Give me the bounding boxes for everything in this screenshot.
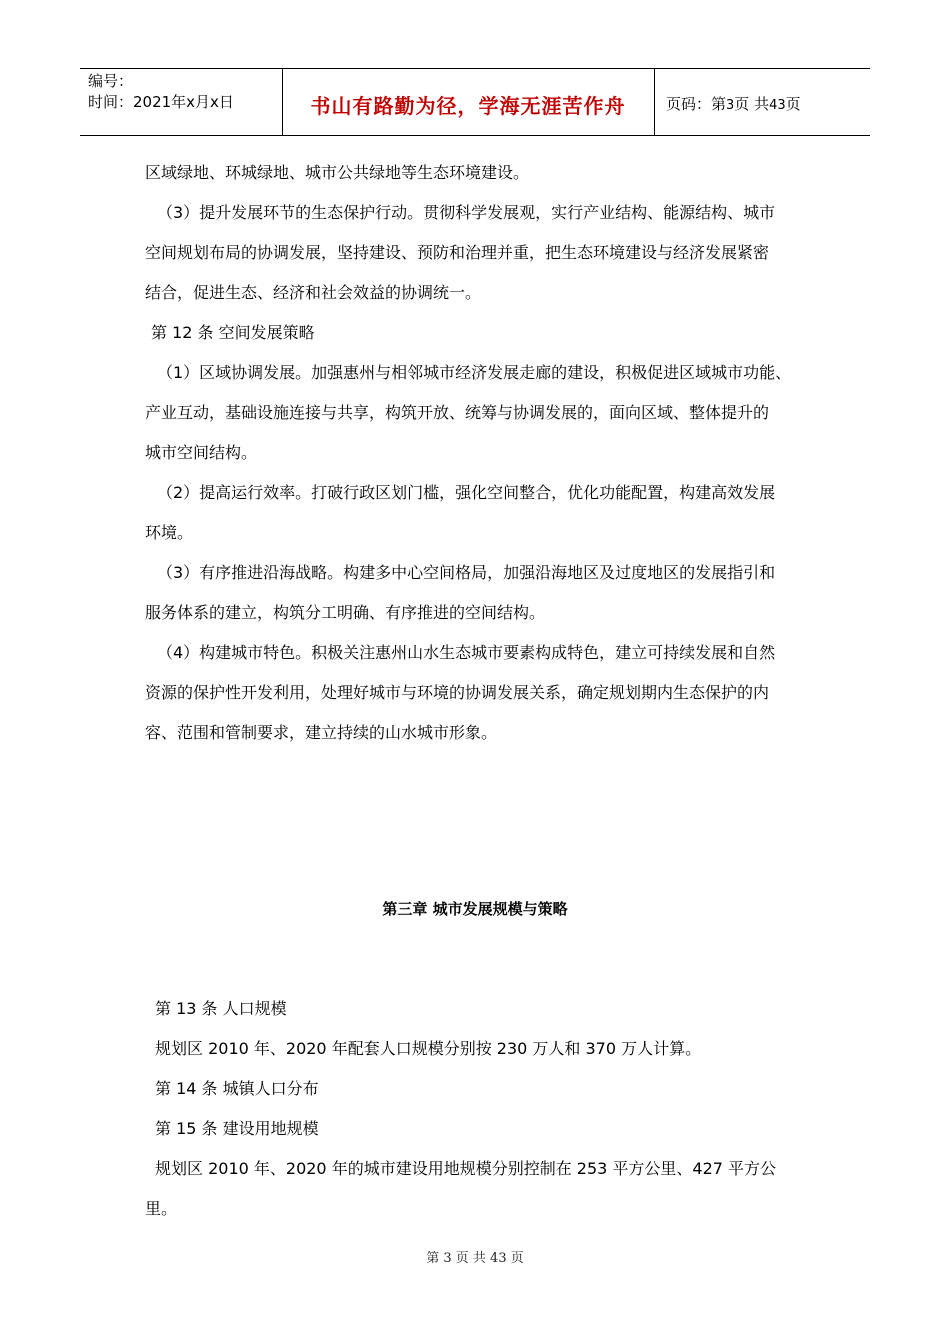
section-heading: 第 14 条 城镇人口分布 xyxy=(155,1079,319,1098)
page-mid: 页 共 xyxy=(734,95,770,113)
section-heading: 第 13 条 人口规模 xyxy=(155,999,287,1018)
body-line: （2）提高运行效率。打破行政区划门槛，强化空间整合，优化功能配置，构建高效发展 xyxy=(157,483,776,502)
code-label: 编号： xyxy=(88,72,134,90)
body-line: 服务体系的建立，构筑分工明确、有序推进的空间结构。 xyxy=(145,603,546,622)
chapter-title: 第三章 城市发展规模与策略 xyxy=(382,900,568,918)
body-line: 产业互动，基础设施连接与共享，构筑开放、统筹与协调发展的，面向区域、整体提升的 xyxy=(145,403,770,422)
body-line: 容、范围和管制要求，建立持续的山水城市形象。 xyxy=(145,723,498,742)
header-page-info xyxy=(666,93,801,114)
body-line: 资源的保护性开发利用，处理好城市与环境的协调发展关系，确定规划期内生态保护的内 xyxy=(145,683,770,702)
page-prefix: 页码：第 xyxy=(666,95,727,113)
header-motto: 书山有路勤为径，学海无涯苦作舟 xyxy=(310,94,626,118)
page-footer: 第 3 页 共 43 页 xyxy=(426,1251,524,1266)
body-line: 里。 xyxy=(145,1199,178,1218)
body-line: 区域绿地、环城绿地、城市公共绿地等生态环境建设。 xyxy=(145,163,530,182)
header-divider xyxy=(654,69,655,135)
section-heading: 第 12 条 空间发展策略 xyxy=(151,323,315,342)
header-meta xyxy=(88,71,234,113)
time-label: 时间：2021年x月x日 xyxy=(88,93,234,111)
body-line: （1）区域协调发展。加强惠州与相邻城市经济发展走廊的建设，积极促进区域城市功能、 xyxy=(157,363,792,382)
body-line: （3）提升发展环节的生态保护行动。贯彻科学发展观，实行产业结构、能源结构、城市 xyxy=(157,203,776,222)
page-number: 3 xyxy=(726,98,735,113)
body-line: 城市空间结构。 xyxy=(145,443,258,462)
page-total: 43 xyxy=(769,98,786,113)
body-line: （3）有序推进沿海战略。构建多中心空间格局，加强沿海地区及过度地区的发展指引和 xyxy=(157,563,776,582)
body-line: 空间规划布局的协调发展，坚持建设、预防和治理并重，把生态环境建设与经济发展紧密 xyxy=(145,243,770,262)
body-line: 结合，促进生态、经济和社会效益的协调统一。 xyxy=(145,283,482,302)
body-line: 环境。 xyxy=(145,523,194,542)
page-suffix: 页 xyxy=(785,95,801,113)
page-header xyxy=(80,68,870,136)
body-line: （4）构建城市特色。积极关注惠州山水生态城市要素构成特色，建立可持续发展和自然 xyxy=(157,643,776,662)
body-line: 规划区 2010 年、2020 年配套人口规模分别按 230 万人和 370 万人计算。 xyxy=(155,1039,702,1058)
section-heading: 第 15 条 建设用地规模 xyxy=(155,1119,319,1138)
body-line: 规划区 2010 年、2020 年的城市建设用地规模分别控制在 253 平方公里、427 平方公 xyxy=(155,1159,777,1178)
